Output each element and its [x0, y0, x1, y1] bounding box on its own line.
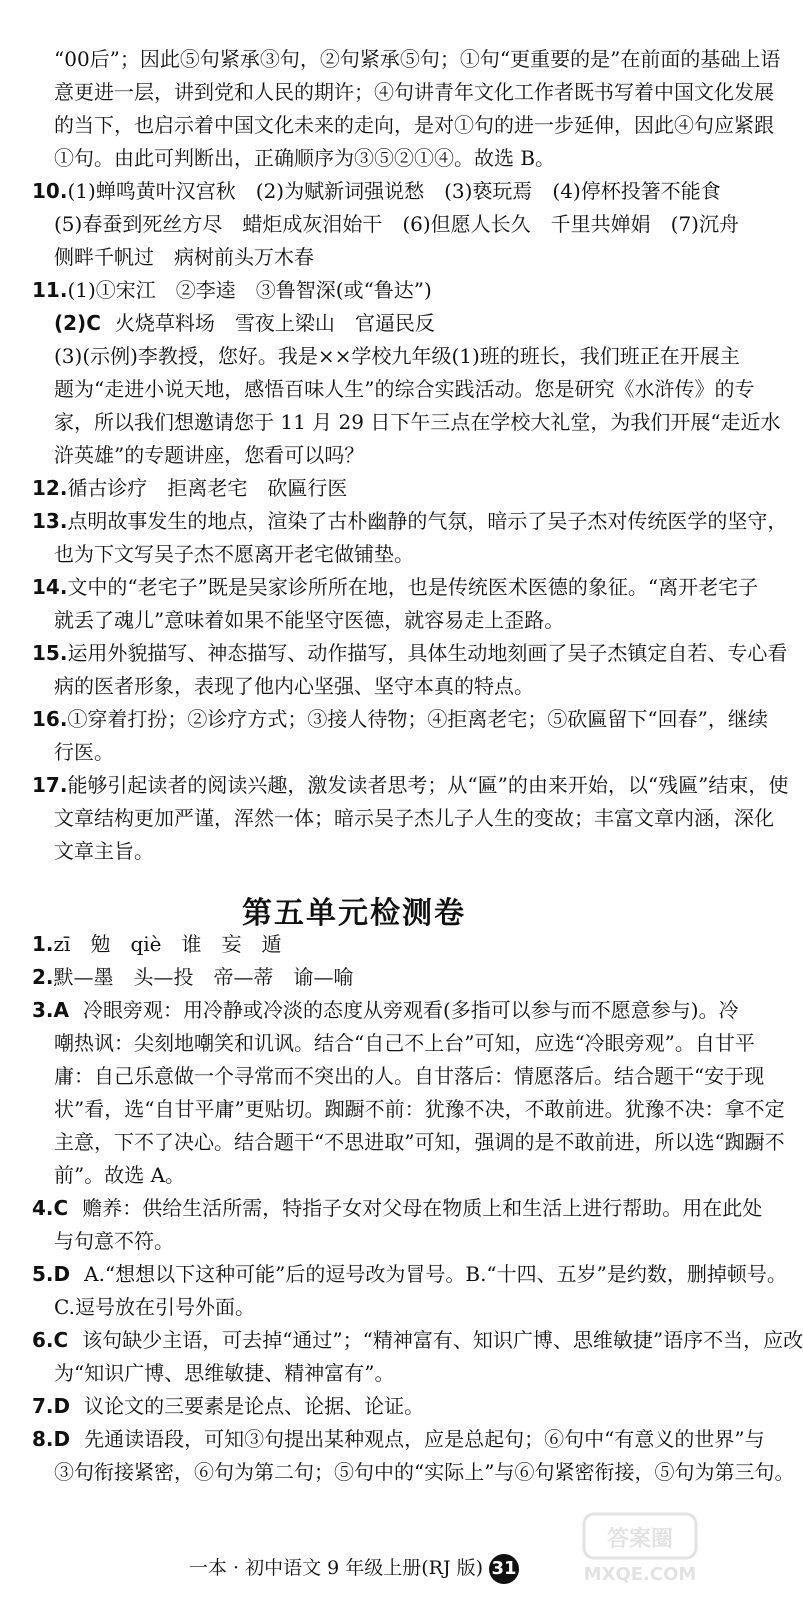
question-number: 11.: [32, 278, 68, 302]
text-line: [32, 770, 788, 800]
text-line: [54, 440, 364, 470]
line-text: ①穿着打扮；②诊疗方式；③接人待物；④拒离老宅；⑤砍匾留下“回春”，继续: [67, 707, 768, 731]
text-line: [32, 1391, 424, 1421]
question-number: 3.: [32, 998, 54, 1022]
text-line: [54, 1292, 255, 1322]
text-line: [32, 929, 281, 959]
text-line: [54, 110, 774, 140]
question-number: 12.: [32, 476, 68, 500]
text-line: [32, 1325, 803, 1355]
footer-text: 一本 · 初中语文 9 年级上册(RJ 版): [188, 1557, 484, 1579]
text-line: [54, 1061, 764, 1091]
question-number: 16.: [32, 707, 68, 731]
line-text: 就丢了魂儿”意味着如果不能坚守医德，就容易走上歪路。: [54, 608, 565, 632]
line-text: ③句衔接紧密，⑥句为第二句；⑤句中的“实际上”与⑥句紧密衔接，⑤句为第三句。: [54, 1460, 795, 1484]
line-text: (1)①宋江 ②李逵 ③鲁智深(或“鲁达”): [67, 278, 432, 302]
line-text: 主意，下不了决心。结合题干“不思进取”可知，强调的是不敢前进，所以选“踟蹰不: [54, 1130, 785, 1154]
text-line: [54, 1160, 185, 1190]
question-number: 10.: [32, 179, 68, 203]
text-line: [54, 308, 435, 338]
line-text: 循古诊疗 拒离老宅 砍匾行医: [67, 476, 348, 500]
line-text: 嘲热讽：尖刻地嘲笑和讥讽。结合“自己不上台”可知，应选“冷眼旁观”。自甘平: [54, 1031, 755, 1055]
section-title: 第五单元检测卷: [242, 896, 466, 931]
text-line: [32, 176, 721, 206]
line-text: 冷眼旁观：用冷静或冷淡的态度从旁观看(多指可以参与而不愿意参与)。冷: [83, 998, 739, 1022]
text-line: [32, 1424, 765, 1454]
text-line: [32, 1193, 762, 1223]
answer-choice: D: [53, 1262, 71, 1286]
answer-choice: D: [53, 1394, 71, 1418]
question-number: 2.: [32, 965, 54, 989]
text-line: [54, 341, 740, 371]
text-line: [32, 962, 354, 992]
line-text: 赡养：供给生活所需，特指子女对父母在物质上和生活上进行帮助。用在此处: [82, 1196, 763, 1220]
text-line: [32, 704, 768, 734]
text-line: [54, 242, 314, 272]
text-line: [32, 275, 432, 305]
line-text: 庸：自己乐意做一个寻常而不突出的人。自甘落后：情愿落后。结合题干“安于现: [54, 1064, 765, 1088]
answer-choice: D: [53, 1427, 71, 1451]
question-number: 5.: [32, 1262, 54, 1286]
question-number: 1.: [32, 932, 54, 956]
text-line: [32, 572, 758, 602]
line-text: ①句。由此可判断出，正确顺序为③⑤②①④。故选 B。: [54, 146, 556, 170]
line-text: 火烧草料场 雪夜上梁山 官逼民反: [114, 311, 435, 335]
line-text: 侧畔千帆过 病树前头万木春: [54, 245, 314, 269]
question-number: 15.: [32, 641, 68, 665]
line-text: 文章结构更加严谨，浑然一体；暗示吴子杰儿子人生的变故；丰富文章内涵，深化: [54, 806, 774, 830]
line-text: C.逗号放在引号外面。: [54, 1295, 255, 1319]
question-number: 14.: [32, 575, 68, 599]
line-text: 点明故事发生的地点，渲染了古朴幽静的气氛，暗示了吴子杰对传统医学的坚守，: [67, 509, 788, 533]
question-number: 13.: [32, 509, 68, 533]
answer-choice: (2)C: [54, 311, 101, 335]
text-line: [32, 995, 739, 1025]
page-number: 31: [489, 1554, 519, 1584]
text-line: [54, 1358, 394, 1388]
line-text: 文中的“老宅子”既是吴家诊所所在地，也是传统医术医德的象征。“离开老宅子: [67, 575, 759, 599]
text-line: [54, 539, 414, 569]
line-text: 行医。: [54, 740, 114, 764]
text-line: [32, 638, 787, 668]
watermark-logo: [580, 1508, 700, 1588]
line-text: 为“知识广博、思维敏捷、精神富有”。: [54, 1361, 395, 1385]
line-text: 默—墨 头—投 帝—蒂 谕—喻: [53, 965, 354, 989]
text-line: [54, 1028, 755, 1058]
text-line: [54, 605, 564, 635]
text-line: [54, 1094, 785, 1124]
line-text: 议论文的三要素是论点、论据、论证。: [84, 1394, 425, 1418]
line-text: 能够引起读者的阅读兴趣，激发读者思考；从“匾”的由来开始，以“残匾”结束，使: [67, 773, 789, 797]
text-line: [54, 374, 754, 404]
line-text: 也为下文写吴子杰不愿离开老宅做铺垫。: [54, 542, 414, 566]
answer-choice: C: [53, 1196, 69, 1220]
text-line: [54, 209, 739, 239]
line-text: 该句缺少主语，可去掉“通过”；“精神富有、知识广博、思维敏捷”语序不当，应改: [82, 1328, 803, 1352]
question-number: 7.: [32, 1394, 54, 1418]
text-line: [54, 671, 534, 701]
line-text: 状”看，选“自甘平庸”更贴切。踟蹰不前：犹豫不决，不敢前进。犹豫不决：拿不定: [54, 1097, 785, 1121]
answer-choice: A: [53, 998, 69, 1022]
line-text: (3)(示例)李教授，您好。我是××学校九年级(1)班的班长，我们班正在开展主: [54, 344, 740, 368]
line-text: 家，所以我们想邀请您于 11 月 29 日下午三点在学校大礼堂，为我们开展“走近水: [54, 410, 781, 434]
line-text: 先通读语段，可知③句提出某种观点，应是总起句；⑥句中“有意义的世界”与: [84, 1427, 765, 1451]
text-line: [32, 1259, 787, 1289]
line-text: 的当下，也启示着中国文化未来的走向，是对①句的进一步延伸，因此④句应紧跟: [54, 113, 774, 137]
text-line: [54, 737, 114, 767]
line-text: 题为“走进小说天地，感悟百味人生”的综合实践活动。您是研究《水浒传》的专: [54, 377, 755, 401]
text-line: [54, 836, 154, 866]
text-line: [54, 44, 780, 74]
question-number: 4.: [32, 1196, 54, 1220]
text-line: [54, 407, 781, 437]
line-text: 文章主旨。: [54, 839, 154, 863]
line-text: (1)蝉鸣黄叶汉宫秋 (2)为赋新词强说愁 (3)亵玩焉 (4)停杯投箸不能食: [67, 179, 721, 203]
line-text: 与句意不符。: [54, 1229, 174, 1253]
text-line: [32, 473, 347, 503]
text-line: [32, 506, 787, 536]
question-number: 6.: [32, 1328, 54, 1352]
text-line: [54, 143, 555, 173]
text-line: [54, 77, 774, 107]
answer-choice: C: [53, 1328, 69, 1352]
text-line: [54, 1457, 794, 1487]
line-text: A.“想想以下这种可能”后的逗号改为冒号。B.“十四、五岁”是约数，删掉顿号。: [84, 1262, 787, 1286]
line-text: 前”。故选 A。: [54, 1163, 186, 1187]
line-text: 病的医者形象，表现了他内心坚强、坚守本真的特点。: [54, 674, 534, 698]
line-text: 意更进一层，讲到党和人民的期许；④句讲青年文化工作者既书写着中国文化发展: [54, 80, 774, 104]
svg-text:答案圈: 答案圈: [606, 1527, 674, 1552]
text-line: [54, 1127, 785, 1157]
line-text: (5)春蚕到死丝方尽 蜡炬成灰泪始干 (6)但愿人长久 千里共婵娟 (7)沉舟: [54, 212, 739, 236]
line-text: 运用外貌描写、神态描写、动作描写，具体生动地刻画了吴子杰镇定自若、专心看: [67, 641, 788, 665]
line-text: “00后”；因此⑤句紧承③句，②句紧承⑤句；①句“更重要的是”在前面的基础上语: [54, 47, 781, 71]
line-text: zī 勉 qiè 谁 妄 遁: [53, 932, 282, 956]
question-number: 17.: [32, 773, 68, 797]
svg-text:MXQE.COM: MXQE.COM: [583, 1564, 697, 1585]
text-line: [54, 1226, 174, 1256]
line-text: 浒英雄”的专题讲座，您看可以吗？: [54, 443, 365, 467]
text-line: [54, 803, 774, 833]
question-number: 8.: [32, 1427, 54, 1451]
